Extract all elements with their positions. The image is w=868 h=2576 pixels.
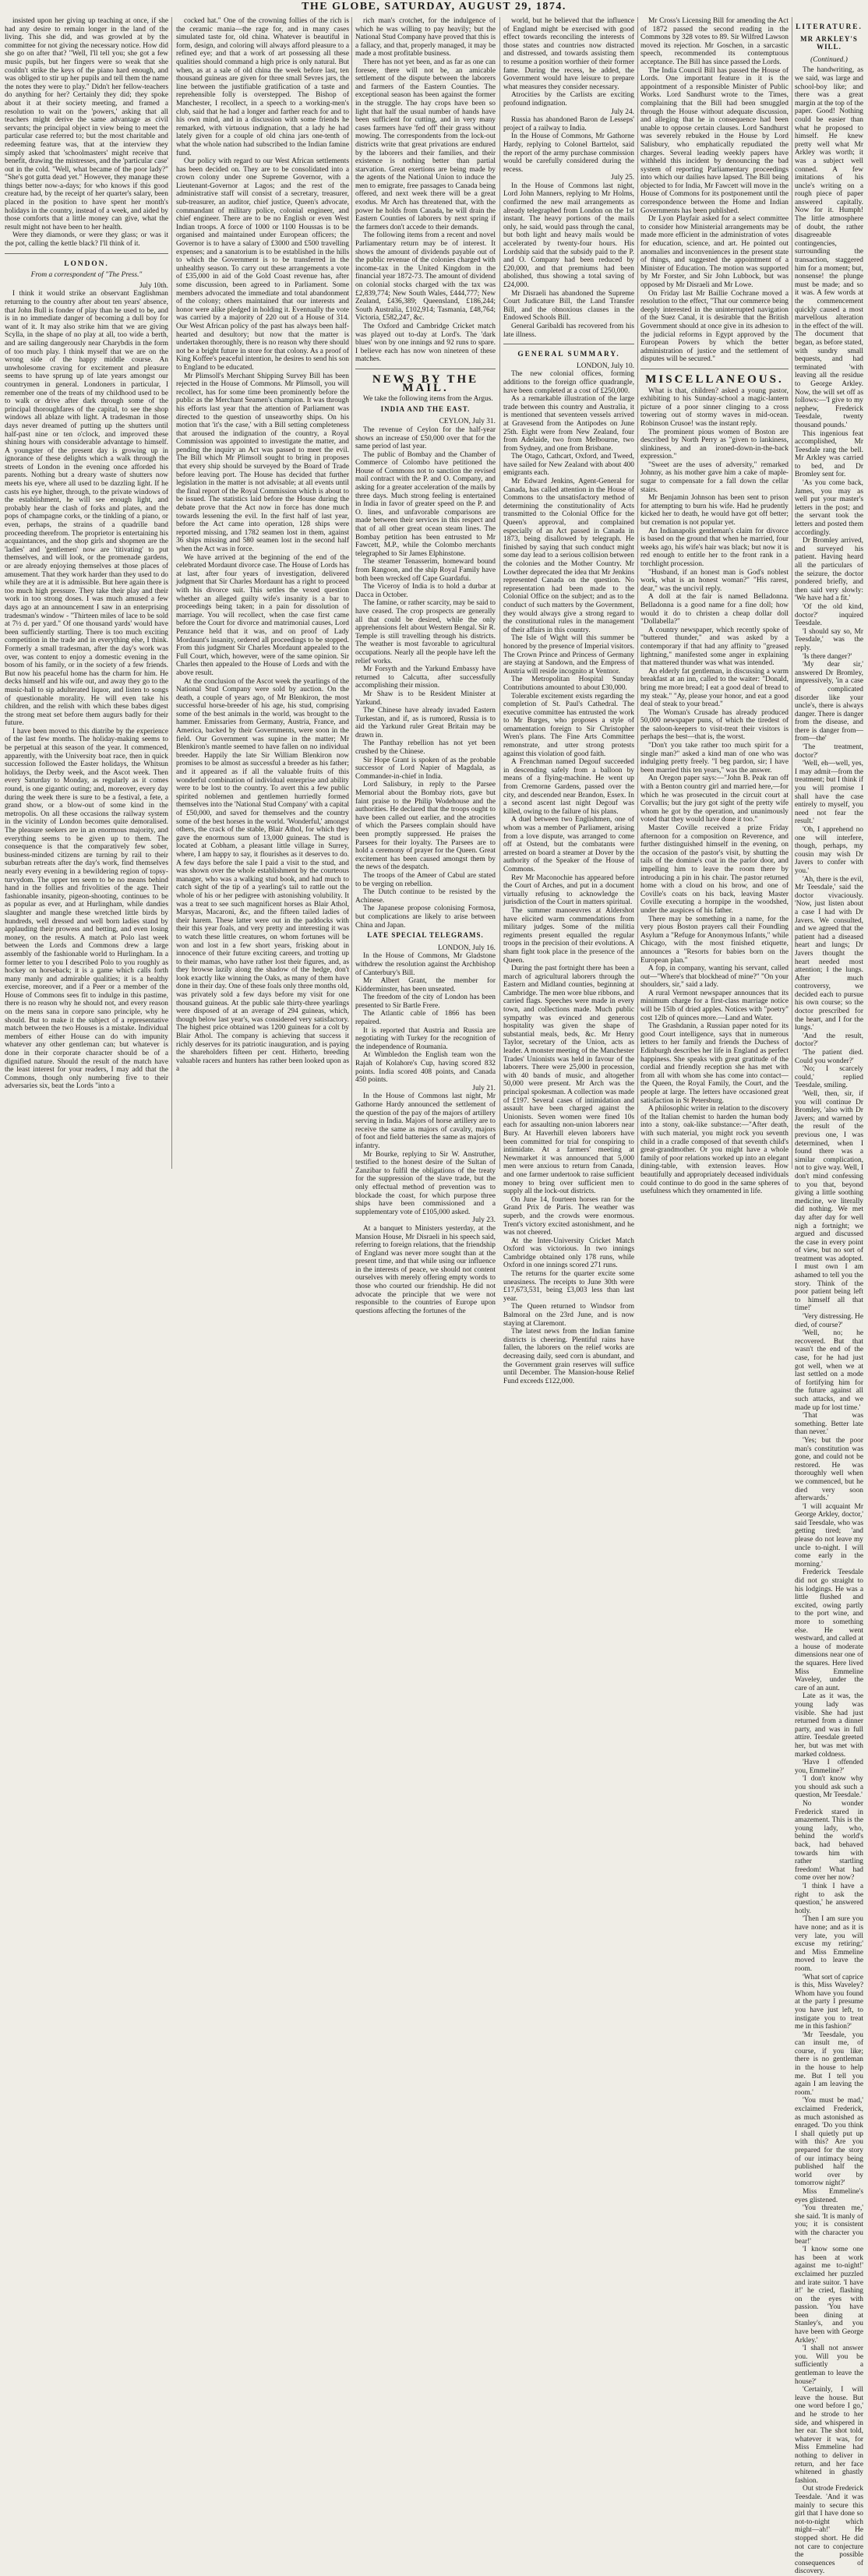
paragraph: 'Then I am sure you have none; and as it is very late, you will excuse my retiring;' and Miss Emmeline moved to leave the room. bbox=[795, 1915, 863, 1973]
paragraph: In the House of Commons last night, Mr Gathorne Hardy announced the settlement of the question of the pay of the majors of artillery serving in India. Majors of horse artillery are to receive the same as majors of cavalry, majors of foot and field batteries the same as majors of infantry. bbox=[355, 1092, 496, 1150]
paragraph: Miss Emmeline's eyes glistened. bbox=[795, 2187, 863, 2204]
paragraph: The following items from a recent and novel Parliamentary return may be of interest. It shows the amount of dividends payable out of the public revenue of the colonies charged with income-tax in the United Kingdom in the financial year 1872-73. The amount of dividend on colonial stocks charged with the tax was £2,839,774; New South Wales, £444,777; New Zealand, £436,389; Queensland, £186,244; South Australia, £102,914; Tasmania, £48,764; Victoria, £582,247, &c. bbox=[355, 231, 496, 323]
paragraph: The public of Bombay and the Chamber of Commerce of Colombo have petitioned the House of Commons not to sanction the revised mail contract with the P. and O. Company, and asking for a greater acceleration of the mails by three days. Much strong feeling is entertained in India in favor of greater speed on the P. and O. lines, and unfavorable comparisons are made between their services in this respect and that of all other great ocean steam lines. The Bombay petition has been entrusted to Mr Fawcett, M.P., while the Colombo merchants telegraphed to Sir James Elphinstone. bbox=[355, 450, 496, 558]
paragraph: Master Coville received a prize Friday afternoon for a composition on Reverence, and further distinguished himself in the evening, on the occasion of the pastor's visit, by shutting the tails of the domine's coat in the parlor door, and impelling him to leave the room there by introducing a pin in his chair. The pastor returned home with a cloud on his brow, and one of Coville's coats on his back, leaving Master Coville executing a hornpipe in the woodshed, under the auspices of his father. bbox=[640, 824, 789, 915]
paragraph: On Friday last Mr Baillie Cochrane moved a resolution to the effect, "That our commerce being deeply interested in the uninterrupted navigation of the Suez Canal, it is desirable that the British Government should at once give in its adhesion to the judicial reforms in Egypt approved by the European Powers by which the better administration of justice and the settlement of disputes will be secured." bbox=[640, 289, 789, 364]
paragraph: 'The patient died. Could you wonder?' bbox=[795, 1049, 863, 1065]
paragraph: "Husband, if an honest man is God's noblest work, what is an honest woman?" "His rarest, dear," was the uncivil reply. bbox=[640, 568, 789, 593]
story-title: MR ARKLEY'S WILL. bbox=[800, 34, 858, 51]
column-1 bbox=[5, 17, 168, 1169]
paragraph: Sir Hope Grant is spoken of as the probable successor of Lord Napier of Magdala, as Commander-in-chief in India. bbox=[355, 756, 496, 781]
paragraph: Out strode Frederick Teesdale. 'And it was mainly to secure this girl that I have done so not-to-night which might—ah!' He stopped short. He did not care to conjecture the possible consequences of discovery. bbox=[795, 2485, 863, 2576]
paragraph: 'I don't know why you should ask such a question, Mr Teesdale.' bbox=[795, 1775, 863, 1800]
paragraph: I think it would strike an observant Englishman returning to the country after about ten years' absence, that John Bull is fonder of play than he used to be, and is in no immediate danger of becoming a dull boy for want of it. It may also strike him that we are giving Scylla, in the shape of no play at all, too wide a berth, and are sailing dangerously near Charybdis in the form of too much play. I think myself that we are on the wrong side of the happy middle course. An unwholesome craving for excitement and pleasure seems to have sprung up of late years amongst our countrymen in general. Londoners in particular, I remember one of the treats of my childhood used to be to walk or drive after dark through some of the principal thoroughfares of the capital, to see the shop windows all ablaze with light. A tradesman in those days never dreamed of putting up the shutters until half-past nine or ten o'clock, and improved these shining hours with considerable advantage to himself. A youngster of the present day is growing up in ignorance of these delights which a walk through the streets of London in the evening once afforded his parents. Nothing but a dreary waste of shutters now meets his eye, where all used to be dazzling light. If he casts his eye higher, through, to the private windows of the establishment, he will see enough light, and probably hear the clash of forks and plates, and the pops of champagne corks, or the tinkling of a piano, or even, perhaps, the strains of a quadrille band proceeding therefrom. The proprietor is entertaining his acquaintances, and the shop girls and shopmen are the 'ladies' and 'gentlemen' now are 'titivating' to put themselves, and will look, or the promenade gardens, or are already enjoying themselves at those places of amusement. That they work harder than they used to do while they are at it is admissible. But here again there is too much high pressure. They take their play and their work in too strong doses. I was much amused a few days ago at an announcement I saw in an enterprising tradesman's window - "Thirteen miles of lace to be sold at 7½ d. per yard." Of one thousand yards' would have been sufficiently startling. There is too much exciting competition in the trade and in everything else, I think. Formerly a small tradesman, after the day's work was over, was content to enjoy a domestic evening in the bosom of his family, or in the society of a few friends. But now his peaceful home has the charm for him. He decks himself and his wife out, and away they go to the music-hall to sip adulterated liquor, and listen to songs of questionable morality. He will even take his children, and the relish with which these babes digest the strong meat set before them augurs badly for their future. bbox=[5, 290, 168, 728]
continued-note: (Continued.) bbox=[810, 55, 848, 64]
section-heading: LITERATURE. bbox=[796, 23, 863, 31]
paragraph: Dr Lyon Playfair asked for a select committee to consider how Ministerial arrangements may be made more efficient in the administration of votes for education, science, and art. He pointed out anomalies and inconveniences in the present state of things, and suggested the appointment of a Minister of Education. The motion was supported by Mr Forster, and Sir John Lubbock, but was opposed by Mr Disraeli and Mr Lowe. bbox=[640, 215, 789, 289]
paragraph: 'Mr Teesdale, you can insult me, of course, if you like; there is no gentleman in the house to help me. But I tell you again I am leaving the room.' bbox=[795, 2031, 863, 2097]
paragraph: Dr Bromley arrived, and surveyed his patient. Having heard all the particulars of the seizure, the doctor pondered briefly, and then said very slowly: 'We have had a fit.' bbox=[795, 537, 863, 603]
paragraph: I have been moved to this diatribe by the experience of the last few months. The holiday-making seems to be perpetual at this season of the year. It commenced, apparently, with the University boat race, then in quick succession followed the Easter holidays, the Whitsun holidays, the Derby week, and the Ascot week. Then every Saturday to Monday, as regularly as it comes round, is one gigantic outing; and, moreover, every day during the week there is sure to be a festival, a fete, a grand show, or a blow-out of some kind in the metropolis. On all these occasions the railway system in the vicinity of London becomes quite demoralised. The pleasure seekers are in an enormous majority, and everything seems to be given up to them. The consequence is that the comparatively few sober, business-minded citizens are turning by rail to their suburban retreats after the day's work, find themselves nearly every evening in a bewildering region of topsy-turvydom. The upper ten seem to be no means behind hand in the follies and frivolities of the age. Their fashionable insanity, pigeon-shooting, continues to be as popular as ever, and at Hurlingham, while dandies slaughter and mangle these wretched little birds by hundreds, well dressed and well born ladies stand by applauding their prowess and betting, and even losing money, on the results. A match at Polo last week between the Lords and Commons drew a large assembly of the fashionable world to Hurlingham. In a former letter to you I described Polo to you roughly as hockey on horseback; it is a game which calls forth many manly and admirable qualities; it is a healthy exercise, moreover, and if a Peer or a member of the House of Commons sees fit to indulge in this pastime, there is no reason why he should not, and every reason on the mens sana in corpore sano principle, why he should. But to make it the subject of a representative match between the two Houses is a mistake. Individual members of either House can do with impunity whatever any other gentleman can; but whatever is done in their corporate character should be of a dignified nature. Should the result of the match have the least interest for your readers, I may add that the Commons, though only numbering five to their adversaries six, beat the Lords "into a bbox=[5, 727, 168, 1091]
dateline: CEYLON, July 31. bbox=[439, 418, 496, 426]
paragraph: Mr Edward Jenkins, Agent-General for Canada, has called attention in the House of Commons to the unsatisfactory method of determining the constitutionality of Acts transmitted to the Colonial Office for the Queen's approval, and complained especially of an Act passed in Canada in 1873, being disallowed by telegraph. He finished by saying that such conduct might some day lead to a serious collision between the colonies and the Mother Country. Mr Lowther deprecated the idea that Mr Jenkins represented Canada on the question. No representation had been made to the Colonial Office on the subject; and as to the conduct of such matters by the Government, they would always give a strong regard to the constitutional rules in the management of their affairs in this country. bbox=[503, 478, 634, 634]
paragraph: The freedom of the city of London has been presented to Sir Bartle Frere. bbox=[355, 993, 496, 1010]
paragraph: The Woman's Crusade has already produced 50,000 newspaper puns, of which the tiredest of the saloon-keepers to visit-treat their visitors is perhaps the best—that is, the worst. bbox=[640, 708, 789, 742]
paragraph: The India Council Bill has passed the House of Lords. One important feature in it is the appointment of a responsible Minister of Public Works. Lord Sandhurst wrote to the Times, complaining that the Bill had been smuggled through the House without adequate discussion, and alleging that he in consequence had been unable to oppose certain clauses. Lord Sandhurst was severely rebuked in the House by Lord Salisbury, who emphatically repudiated the charges. Several leading weekly papers have withheld this incident by denouncing the bad system of reporting Parliamentary proceedings into which our dailies have lapsed. The Bill being objected to for India, Mr Fawcett will move in the House of Commons for its postponement until the correspondence between the Home and Indian Governments has been published. bbox=[640, 66, 789, 215]
paragraph: The handwriting, as we said, was large and school-boy like; and there was a great margin at the top of the paper. Good! Nothing could be easier than what he proposed to himself. He knew pretty well what Mr Arkley was worth; it was a subject well conned. A few imitations of his uncle's writing on a rough piece of paper answered capitally. Now for it. Humph! The little atmosphere of doubt, the rather disagreeable contingencies, surrounding the transaction, staggered him for a moment; but, nonsense! the plunge must be made; and so it was. A few words at the commencement quickly caused a most marvellous alteration in the effect of the will. The document that began, as before stated, with sundry small bequests, and had terminated 'with leaving all the residue to George Arkley. Now, the will set off as follows:—'I give to my nephew, Frederick Teesdale, twenty thousand pounds.' bbox=[795, 66, 863, 429]
paragraph: This ingenious feat accomplished, Mr Teesdale rang the bell. Mr Arkley was carried to bed, and Dr Bromley sent for. bbox=[795, 429, 863, 479]
paragraph: An Oregon paper says:—"John B. Peak ran off with a Benton country girl and married here,—for which he was prosecuted in the circuit court at Corvallis; but the jury got sight of the pretty wife whom he got by the operation, and unanimously voted that they would have done it too." bbox=[640, 775, 789, 824]
paragraph: 'You threaten me,' she said. 'It is manly of you; it is consistent with the character you bear!' bbox=[795, 2204, 863, 2246]
paragraph: At the conclusion of the Ascot week the yearlings of the National Stud Company were sold by auction. On the death, a couple of years ago, of Mr Blenkiron, the most successful horse-breeder of his age, his stud, comprising some of the best animals in the world, was brought to the hammer. Emissaries from Germany, Austria, France, and America, backed by their Governments, were soon in the field. Our Government was supine in the matter; Mr Blenkiron's mantle seemed to have fallen on no individual breeder. Happily the late Sir William Blenkiron now promises to be almost as successful a breeder as his father; and it appeared as if all the valuable fruits of this wonderful combination of individual enterprise and ability were to be lost to the country. To avert this a few public spirited noblemen and gentlemen hurriedly formed themselves into the 'National Stud Company' with a capital of £50,000, and saved for themselves and the country some of the best horses in the world. 'Wonderful,' amongst others, the crack of the stable, Blair Athol, for which they gave the enormous sum of 13,000 guineas. The stud is located at Cobham, a pleasant little village in Surrey, where, I am happy to say, it flourishes as it deserves to do. A few days before the sale I paid a visit to the stud, and was shown over the whole establishment by the courteous manager, who was a walking stud book, and had much to catch sight of the tip of a yearling's tail to rattle out the whole of his or her pedigree with astonishing volubility. It was a treat to see such magnificent horses as Blair Athol, Marsyas, Macaroni, &c, and the fifteen tailed ladies of their harem. These latter were out in the paddocks with their this year foals, and very pretty and interesting it was to watch these little creatures, on whom fortunes will be won and lost in a few short years, frisking about in innocence of their future exciting careers, and trotting up to their mamas, who have rather lost their figures, and, as they browse lazily along the shadow of the hedge, don't look exactly like winning the Oaks, as many of them have done in their day. One of these foals only three months old, was privately sold a few days before my visit for one thousand guineas. At the public sale thirty-three yearlings were disposed of at an average of 294 guineas, which, though below last year's, was considered very satisfactory. The highest price obtained was 1200 guineas for a colt by Blair Athol. The company is achieving that success it richly deserves for its patriotic inauguration, and is paying the shareholders fifteen per cent. Hitherto, breeding valuable racers and hunters has rather been looked upon as a bbox=[176, 677, 349, 1074]
paragraph: cocked hat." One of the crowning follies of the rich is the ceramic mania—the rage for, and in many cases simulated taste for, old china. Whatever is beautiful in form, design, and coloring will always afford pleasure to a refined eye; and that a work of art possessing all these qualities should command a high price is only natural. But when, as at a sale of old china the week before last, ten thousand guineas are given for three small Sevres jars, the line between the justifiable gratification of a taste and reprehensible folly is overstepped. The Bishop of Manchester, I recollect, in a speech to a working-men's club, said that he had a longer and farther reach for and to his own mind, and in a discussion with some friends he remarked, with virtuous indignation, that a lady he had lately given for a couple of old china jars one-tenth of what the whole nation had subscribed to the Indian famine fund. bbox=[176, 17, 349, 157]
paragraph: At Wimbledon the English team won the Rajah of Kolahore's Cup, having scored 832 points. India scored 408 points, and Canada 450 points. bbox=[355, 1051, 496, 1085]
column-rule bbox=[351, 17, 352, 1169]
paragraph: 'Ah, there is the evil, Mr Teesdale,' said the doctor vivaciously. 'Now, just listen about a case I had with Dr Javers. We consulted, and we agreed that the patient had a diseased heart and lungs; Dr Javers thought the heart needed most attention; I the lungs. After much controversy, we decided each to pursue his own course; so the doctor prescribed for the heart, and I for the lungs.' bbox=[795, 875, 863, 1032]
dateline: July 23. bbox=[472, 1216, 496, 1225]
paragraph: The Japanese propose colonising Formosa, but complications are likely to arise between China and Japan. bbox=[355, 905, 496, 930]
paragraph: Were they diamonds, or were they glass; or was it the pot, calling the kettle black? I'll think of it. bbox=[5, 231, 168, 249]
paragraph: 'I will acquaint Mr George Arkley, doctor,' said Teesdale, who was getting tired; 'and please do not leave my uncle to-night. I will come early in the morning.' bbox=[795, 1502, 863, 1569]
dateline: July 10th. bbox=[139, 281, 168, 290]
byline: From a correspondent of "The Press." bbox=[30, 271, 143, 280]
dateline: July 21. bbox=[472, 1084, 496, 1092]
paragraph: Our policy with regard to our West African settlements has been decided on. They are to be consolidated into a crown colony under one Supreme Governor, with a Lieutenant-Governor at Lagos; and the rest of the administrative staff will consist of a secretary, treasurer, sub-treasurer, an auditor, chief justice, Queen's advocate, commandant of military police, colonial engineer, and chief engineer. There are to be no English or even West Indian troops. A force of 1000 or 1100 Houssas is to be organised and maintained under European officers; the Governor is to have a salary of £3000 and £500 travelling expenses; and a sanatorium is to be established in the hills to which the Government is to be transferred in the unhealthy season. To carry out these arrangements a vote of £35,000 in aid of the Gold Coast revenue has, after some discussion, been agreed to in Parliament. Some members advocated the immediate and total abandonment of the colony; others maintained that our interests and honor were alike pledged in holding it. Eventually the vote was carried by a majority of 220 out of a House of 314. Our West African policy of the past has always been half-hearted and desultory; but now that the matter is undertaken thoroughly, there is no reason why there should not be a bright future in store for that colony. As a proof of King Koffee's peaceful intention, he desires to send his son to England to be educated. bbox=[176, 157, 349, 372]
paragraph: The Chinese have already invaded Eastern Turkestan, and if, as is rumored, Russia is to aid the Yarkund ruler Great Britain may be drawn in. bbox=[355, 707, 496, 739]
paragraph: 'I think I have a right to ask the question,' he answered hotly. bbox=[795, 1883, 863, 1915]
paragraph: Tolerable excitement exists regarding the completion of St. Paul's Cathedral. The executive committee has entrusted the work to Mr Burges, who proposes a style of ornamentation foreign to Sir Christopher Wren's plans. The Fine Arts Committee remonstrate, and utter strong protests against this violation of good faith. bbox=[503, 692, 634, 758]
paragraph: The Viceroy of India is to hold a durbar at Dacca in October. bbox=[355, 583, 496, 599]
paragraph: 'My dear sir,' answered Dr Bromley, impressively, 'in a case of complicated disorder like your uncle's, there is always danger. There is danger from the disease, and there is danger from—from—the' bbox=[795, 661, 863, 743]
masthead: THE GLOBE, SATURDAY, AUGUST 29, 1874. bbox=[302, 1, 566, 12]
paragraph: An elderly fat gentleman, in discussing a warm breakfast at an inn, called to the waiter: "Donald, bring me more bread; I eat a good deal of bread to my steak." "Ay, please your honor, and eat a good deal of steak to your bread." bbox=[640, 667, 789, 709]
paragraph: The latest news from the Indian famine districts is cheering. Plentiful rains have fallen, the laborers on the relief works are decreasing daily, seed corn is abundant, and the Government grain reserves will suffice until December. The Mansion-house Relief Fund exceeds £122,000. bbox=[503, 1328, 634, 1385]
paragraph: 'Of the old kind, doctor?' inquired Teesdale. bbox=[795, 602, 863, 628]
paragraph: We have arrived at the beginning of the end of the celebrated Mordaunt divorce case. The House of Lords has at last, after four years of investigation, delivered judgment that Sir Charles Mordaunt has a right to proceed with his divorce suit. This settles the vexed question whether an alleged guilty wife's insanity is a bar to proceedings being taken; in a pain for dissolution of marriage. You will recollect, when the case first came before the Court for divorce and matrimonial causes, Lord Penzance held that it was, and on proof of Lady Mordaunt's insanity, ordered all proceedings to be stopped. From this judgment Sir Charles Mordaunt appealed to the Full Court, which, however, were of the same opinion. Sir Charles then appealed to the House of Lords and with the above result. bbox=[176, 553, 349, 677]
section-heading: LONDON. bbox=[64, 259, 109, 268]
paragraph: The Isle of Wight will this summer be honored by the presence of Imperial visitors. The Crown Prince and Princess of Germany are staying at Sandown, and the Empress of Austria will reside incognito at Ventnor. bbox=[503, 634, 634, 676]
paragraph: Frederick Teesdale did not go straight to his lodgings. He was a little flushed and excited, owing partly to the port wine, and more to something else. He went westward, and called at a house of moderate dimensions near one of the squares. Here lived Miss Emmeline Waveley, under the care of an aunt. bbox=[795, 1569, 863, 1692]
paragraph: The Metropolitan Hospital Sunday Contributions amounted to about £30,000. bbox=[503, 676, 634, 692]
paragraph: The Atlantic cable of 1866 has been repaired. bbox=[355, 1010, 496, 1027]
paragraph: 'What sort of caprice is this, Miss Waveley? Whom have you found at the party I presume you have just left, to instigate you to treat me in this fashion?' bbox=[795, 1973, 863, 2031]
column-rule bbox=[499, 17, 500, 1169]
divider bbox=[5, 253, 168, 254]
paragraph: 'Well, then, sir, if you will continue Dr Bromley, 'also with Dr Javers; and warned by the result of the previous one, I was determined, when I found there was a similar complication, not to give way. Well, I don't mind confessing to you that, beyond giving a little soothing medicine, we literally did nothing. We met day after day for well nigh a fortnight; we argued and discussed the case in every point of view, but no sort of treatment was adopted. I must own I am ashamed to tell you the story. Think of the poor patient being left to himself all that time!' bbox=[795, 1090, 863, 1313]
paragraph: Russia has abandoned Baron de Lesseps' project of a railway to India. bbox=[503, 116, 634, 132]
paragraph: 'You must be mad,' exclaimed Frederick, as much astonished as enraged. 'Do you think I shall quietly put up with this? Are you prepared for the story of our intimacy being published half the world over by tomorrow night?' bbox=[795, 2097, 863, 2188]
paragraph: An Indianapolis gentleman's claim for divorce is based on the ground that when he married, four weeks ago, his wife's hair was black; but now it is red enough to entitle her to the front rank in a torchlight procession. bbox=[640, 527, 789, 568]
paragraph: The revenue of Ceylon for the half-year shows an increase of £50,000 over that for the same period of last year. bbox=[355, 425, 496, 451]
section-heading: NEWS BY THE MAIL. bbox=[372, 372, 479, 394]
paragraph: The steamer Tenasserim, homeward bound from Rangoon, and the ship Royal Family have both been wrecked off Cape Guardafui. bbox=[355, 558, 496, 583]
paragraph: In the House of Commons, Mr Gladstone withdrew the resolution against the Archbishop of Canterbury's Bill. bbox=[355, 952, 496, 977]
paragraph: 'No; I scarcely could,' replied Teesdale, smiling. bbox=[795, 1065, 863, 1090]
paragraph: world, but he believed that the influence of England might be exercised with good effect towards reconciling the interests of those states and countries now distracted and distressed, and towards assisting them to resume a position worthier of their former fame. During the recess, he added, the Government would have leisure to prepare what measures they consider necessary. bbox=[503, 17, 634, 91]
paragraph: There has not yet been, and as far as one can foresee, there will not be, an amicable settlement of the dispute between the laborers and farmers of the Eastern Counties. The exceptional season has been against the former in the struggle. The hay crops have been so light that half the usual number of hands have been sufficient for cutting, and in very many cases farmers have 'fed off' their grass without mowing. The correspondents from the lock-out districts write that great privations are endured by the laborers and their families, and their existence is nothing better than partial starvation. Great exertions are being made by the agents of the National Union to induce the men to emigrate, free passages to Canada being offered, and next week there will be a great exodus. Mr Arch has threatened that, with the power he holds from Canada, he will drain the Eastern Counties of laborers by next spring if the farmers don't accede to their demands. bbox=[355, 58, 496, 231]
paragraph: Mr Shaw is to be Resident Minister at Yarkund. bbox=[355, 690, 496, 707]
paragraph: 'Well, no; he recovered. But that wasn't the end of the case, for he had just got well, when we at last settled on a mode of fortifying him for the future against all such attacks, and we made up for lost time.' bbox=[795, 1329, 863, 1412]
dateline: July 24. bbox=[611, 108, 634, 116]
paragraph: A rural Vermont newspaper announces that its minimum charge for a first-class marriage notice will be 15lb of dried apples. Notices with "poetry" cost 12lb of quinces more.—Land and Water. bbox=[640, 989, 789, 1022]
paragraph: 'Yes; but the poor man's constitution was gone, and could not be restored. He was thoroughly well when we commenced, but he died very soon afterwards.' bbox=[795, 1436, 863, 1503]
paragraph: Mr Albert Grant, the member for Kidderminster, has been unseated. bbox=[355, 977, 496, 993]
paragraph: There may be something in a name, for the very pious Boston prayers call their Foundling Asylum a "Refuge for Anonymous Infants," while Chicago, with the most finished etiquette, announces a "Resorts for babies born on the European plan." bbox=[640, 915, 789, 965]
paragraph: 'Certainly, I will leave the house. But one word before I go,' and he strode to her side, and whispered in her ear. The shot told, whatever it was, for Miss Emmeline had nothing to deliver in return, and her face whitened in ghastly fashion. bbox=[795, 2386, 863, 2485]
paragraph: Mr Plimsoll's Merchant Shipping Survey Bill has been rejected in the House of Commons. Mr Plimsoll, you will recollect, has for some time been prominently before the public as the Merchant Seamen's champion. It was through his efforts last year that the attention of Parliament was directed to the question of unseaworthy ships. On his motion that 'it's the case,' with a Bill setting completeness that aroused the indignation of the country, a Royal Commission was appointed to investigate the matter, and pending the inquiry an Act was passed to meet the evil. The Bill which Mr Plimsoll sought to bring in proposes that every ship should be surveyed by the Board of Trade before leaving port. The House has decided that further legislation in the matter is not advisable; at all events until the final report of the Royal Commission which is about to be issued. The statistics laid before the House during the debate prove that the Act now in force has done much towards lessening the evil. In the first half of last year, before the Act came into operation, 128 ships were reported missing, and 1782 seamen lost in them, against 36 ships missing and 580 seamen lost in the second half when the Act was in force. bbox=[176, 372, 349, 553]
dateline: LONDON, July 16. bbox=[438, 944, 496, 952]
paragraph: 'And the result, doctor?' bbox=[795, 1032, 863, 1049]
paragraph: The Grashdanin, a Russian paper noted for its good Court intelligence, says that in numerous letters to her family and friends the Duchess of Edinburgh describes her life in England as perfect happiness. She speaks with great gratitude of the cordial and friendly reception she has met with from all with whom she has come into contact—the Queen, the Royal Family, the Court, and the people at large. The letters have occasioned great satisfaction in St Petersburg. bbox=[640, 1022, 789, 1105]
paragraph: In the House of Commons last night, Lord John Manners, replying to Mr Holms, confirmed the new mail arrangements as already telegraphed from London on the 1st instant. The heavy portions of the mails only, he said, would pass through the canal, but both light and heavy mails would be accelerated by twenty-four hours. His Lordship said that the subsidy paid to the P. and O. Company had been reduced by £20,000, and that premiums had been abolished, thus showing a total saving of £24,000. bbox=[503, 182, 634, 289]
column-rule bbox=[637, 17, 638, 1169]
paragraph: What is that, children? asked a young pastor, exhibiting to his Sunday-school a magic-lantern picture of a poor sinner clinging to a cross towering out of stormy waves in mid-ocean. Robinson Crusoe! was the instant reply. bbox=[640, 386, 789, 428]
column-rule bbox=[171, 17, 172, 1169]
paragraph: The Panthay rebellion has not yet been crushed by the Chinese. bbox=[355, 739, 496, 757]
paragraph: 'Very distressing. He died, of course?' bbox=[795, 1313, 863, 1329]
column-3 bbox=[355, 17, 496, 1315]
paragraph: A philosophic writer in relation to the discovery of the Italian chemist to harden the human body into a stony, oak-like substance:—"After death, with such material, you might rock you seventh child in a cradle composed of that seventh child's great-grandmother. Or you might have a whole family of poor relations worked up into an elegant dining-table, with extension leaves. How beautifully and appropriately deceased individuals could continue to do good in the same spheres of usefulness which they ornamented in life. bbox=[640, 1105, 789, 1196]
paragraph: Lord Salisbury, in reply to the Parsee Memorial about the Bombay riots, gave but faint praise to the Philip Wodehouse and the authorities. He declared that the troops ought to have been called out earlier, and the atrocities of which the Parsees complain should have been promptly suppressed. He praises the Parsees for their loyalty. The Parsees are to hold a ceremony of prayer for the Queen. Great excitement has been caused amongst them by the news of the despatch. bbox=[355, 781, 496, 872]
paragraph: 'Is there danger?' bbox=[803, 652, 852, 661]
sub-heading: LATE SPECIAL TELEGRAMS. bbox=[367, 931, 484, 940]
paragraph: The Oxford and Cambridge Cricket match was played out to-day at Lord's. The 'dark blues' won by one innings and 92 runs to spare. I believe each has now won nineteen of these matches. bbox=[355, 322, 496, 364]
paragraph: 'As you come back, James, you may as well put your master's letters in the post; and the servant took the letters and posted them accordingly. bbox=[795, 479, 863, 537]
column-6 bbox=[795, 17, 863, 2576]
paragraph: A Frenchman named Degouf succeeded in descending safely from a balloon by means of a flying-machine. He went up from Cremorne Gardens, passed over the city, and descended near Brandon, Essex. In a second ascent last night Degouf was killed, owing to the failure of his plans. bbox=[503, 758, 634, 816]
paragraph: The troops of the Ameer of Cabul are stated to be verging on rebellion. bbox=[355, 871, 496, 888]
column-5 bbox=[640, 17, 789, 1196]
paragraph: Mr Cross's Licensing Bill for amending the Act of 1872 passed the second reading in the Commons by 328 votes to 89. Sir Wilfred Lawson moved its rejection. Mr Goschen, in a sarcastic speech, recommended its contemptuous acceptance. The Bill has since passed the Lords. bbox=[640, 17, 789, 66]
paragraph: Mr Benjamin Johnson has been sent to prison for attempting to burn his wife. Had he prudently kicked her to death, he would have got off better; but cremation is not popular yet. bbox=[640, 494, 789, 528]
paragraph: The summer manoeuvres at Aldershot have elicited warm commendations from military judges. Some of the militia regiments present equalled the regular troops in the precision of their evolutions. A sham fight took place in the presence of the Queen. bbox=[503, 906, 634, 965]
paragraph: 'Oh, I apprehend no one will interfere, though, perhaps, my cousin may wish Dr Javers to confer with you.' bbox=[795, 826, 863, 875]
paragraph: No wonder Frederick stared in amazement. This is the young lady, who, behind the world's back, had behaved towards him with rather startling freedom! What had come over her now? bbox=[795, 1800, 863, 1883]
paragraph: The prominent pious women of Boston are described by North Perry as "given to lankiness, slinkiness, and an ironed-down-in-the-back expression." bbox=[640, 428, 789, 461]
paragraph: A duel between two Englishmen, one of whom was a member of Parliament, arising from a love dispute, was arranged to come off at Ostend, but the combatants were arrested on board a steamer at Dover by the authority of the Speaker of the House of Commons. bbox=[503, 816, 634, 873]
paragraph: insisted upon her giving up teaching at once, if she had any desire to remain longer in the land of the living. This she did, and was growled at by the committee for not giving the necessary notice. How did she go on after that? "Well, I'll tell you; she got a few music pupils, but her fingers were so weak that she couldn't strike the keys of the piano hard enough, and was obliged to stir up her pupils and tell them the name the notes they were to play." Didn't her fellow-teachers do anything for her? Certainly they did; they spoke about it at their society meeting, and framed a resolution to wait on the 'powers,' asking that all teachers might derive the same advantage as civil servants; the principal object in view being to meet the particular case referred to; but the most charitable and redeeming feature was, that at the interview they simply asked that 'schoolmasters' might receive that benefit, drawing the mistresses, and the 'particular case' out in the cold. "Well, what became of the poor lady?" "She's got gutta dead yet." However, they manage these things better now-a-days; for who knows if this good creature had, by the receipt of her quarter's salary, been placed in the position to have spent her month's holidays in the country, instead of a week, and aided by those comforts that a little money can give, what the result might not have been to her health. bbox=[5, 17, 168, 231]
paragraph: On June 14, fourteen horses ran for the Grand Prix de Paris. The weather was superb, and the crowds were enormous. Trent's victory excited astonishment, and he was not cheered. bbox=[503, 1195, 634, 1237]
dateline: July 25. bbox=[611, 174, 634, 182]
paragraph: rich man's crotchet, for the indulgence of which he was willing to pay heavily; but the National Stud Company have proved that this is a fallacy, and that, properly managed, it may be made a most profitable business. bbox=[355, 17, 496, 58]
paragraph: Late as it was, the young lady was visible. She had just returned from a dinner party, and was in full attire. Teesdale greeted her, but was met with marked coldness. bbox=[795, 1692, 863, 1759]
paragraph: A country newspaper, which recently spoke of "buttered thunder," and was asked by a contemporary if that had any affinity to "greased lightning," manifested some anger in explaining that mattered thunder was what was intended. bbox=[640, 626, 789, 668]
paragraph: The famine, or rather scarcity, may be said to have ceased. The crop prospects are generally all that could be desired, while the only apprehensions felt about Western Bengal. Sir R. Temple is still travelling through his districts. The weather is most favorable to agricultural occupations. Nearly all the people have left the relief works. bbox=[355, 599, 496, 665]
paragraph: 'That was something. Better late than never.' bbox=[795, 1412, 863, 1437]
paragraph: 'I shall not answer you. Will you be sufficiently a gentleman to leave the house?' bbox=[795, 2345, 863, 2386]
paragraph: At a banquet to Ministers yesterday, at the Mansion House, Mr Disraeli in his speech said, referring to foreign relations, that the friendship of England was never more sought than at the present time, and that while using our influence in the interests of peace, we should not content ourselves with merely offering empty words to those who courted our friendship. He did not advocate the principle that we were not responsible to the countries of Europe upon questions affecting the fortunes of the bbox=[355, 1224, 496, 1315]
paragraph: During the past fortnight there has been a march of agricultural laborers through the Eastern and Midland counties, beginning at Cambridge. The men wore blue ribbons, and carried flags. Speeches were made in every town, and collections made. Much public sympathy was evinced and generous hospitality was given the shape of substantial meals, beds, &c. Mr Henry Taylor, secretary of the Union, acts as leader. A monster meeting of the Manchester Trades' Unionists was held in favour of the laborers. There were 25,000 in procession, with 40 bands of music, and altogether 50,000 were present. Mr Arch was the principal spokesman. A collection was made of £197. Several cases of intimidation and assault have been charged against the Unionists. Seven women were fined 10s each for assaulting non-union laborers near Bury. At Haverhill eleven laborers have been committed for trial for conspiring to intimidate. At a farmers' meeting at Newmarket it was announced that 5,000 men were anxious to return from Canada, and one farmer undertook to raise sufficient money to bring over sufficient men to supply all the lock-out districts. bbox=[503, 965, 634, 1196]
paragraph: "Don't you take rather too much spirit for a single man?" asked a kind man of one who was indulging pretty freely. "I beg pardon, sir; I have been married this ten years," was the answer. bbox=[640, 742, 789, 775]
paragraph: The Queen returned to Windsor from Balmoral on the 23rd June, and is now staying at Claremont. bbox=[503, 1303, 634, 1328]
paragraph: 'Well, eh—well, yes, I may admit—from the treatment; but I think if you will promise I shall have the case entirely to myself, you need not fear the result.' bbox=[795, 760, 863, 826]
paragraph: 'Have I offended you, Emmeline?' bbox=[795, 1759, 863, 1775]
paragraph: 'I should say so, Mr Teesdale,' was the reply. bbox=[795, 627, 863, 652]
paragraph: As a remarkable illustration of the large trade between this country and Australia, it is mentioned that seventeen vessels arrived at Gravesend from the Antipodes on June 25th. Eight were from New Zealand, four from Adelaide, two from Melbourne, two from Sydney, and one from Brisbane. bbox=[503, 395, 634, 453]
paragraph: 'The treatment, doctor?' bbox=[795, 743, 863, 760]
column-2 bbox=[176, 17, 349, 1169]
paragraph: A doll at the fair is named Belladonna. Belladonna is a good name for a fine doll; how would it do to christen a cheap dollar doll "Dollabella?" bbox=[640, 593, 789, 626]
paragraph: "Sweet are the uses of adversity," remarked Johnny, as his mother gave him a cake of maple-sugar to compensate for a fall down the cellar stairs. bbox=[640, 461, 789, 494]
paragraph: Mr Bourke, replying to Sir W. Anstruther, testified to the honest desire of the Sultan of Zanzibar to fulfil the obligations of the treaty for the suppression of the slave trade, but the only effectual method of prevention was to blockade the coast, for which purpose three ships have been commissioned and a supplementary vote of £105,000 asked. bbox=[355, 1150, 496, 1216]
paragraph: A fop, in company, wanting his servant, called out—"Where's that blockhead of mine?" "On your shoulders, sir," said a lady. bbox=[640, 965, 789, 990]
paragraph: At the Inter-University Cricket Match Oxford was victorious. In two innings Cambridge obtained only 178 runs, while Oxford in one innings scored 271 runs. bbox=[503, 1237, 634, 1270]
paragraph: Mr Forsyth and the Yarkund Embassy have returned to Calcutta, after successfully accomplishing their mission. bbox=[355, 665, 496, 690]
paragraph: The Dutch continue to be resisted by the Achinese. bbox=[355, 888, 496, 905]
paragraph: Rev Mr Maconochie has appeared before the Court of Arches, and put in a document virtually refusing to acknowledge the jurisdiction of the Court in matters spiritual. bbox=[503, 873, 634, 907]
paragraph: We take the following items from the Argus. bbox=[363, 395, 493, 404]
section-heading: MISCELLANEOUS. bbox=[645, 372, 784, 386]
paragraph: General Garibaldi has recovered from his late illness. bbox=[503, 322, 634, 339]
paragraph: Atrocities by the Carlists are exciting profound indignation. bbox=[503, 91, 634, 108]
sub-heading: INDIA AND THE EAST. bbox=[380, 404, 471, 413]
paragraph: It is reported that Austria and Russia are negotiating with Turkey for the recognition of the independence of Roumania. bbox=[355, 1026, 496, 1051]
dateline: LONDON, July 10. bbox=[577, 362, 634, 370]
paragraph: 'I know some one has been at work against me to-night!' exclaimed her puzzled and irate suitor. 'I have it!' he cried, flashing on the eyes with passion. 'You have been dining at Stanley's, and you have been with George Arkley.' bbox=[795, 2246, 863, 2345]
column-4 bbox=[503, 17, 634, 1385]
paragraph: Mr Disraeli has abandoned the Supreme Court Judicature Bill, the Land Transfer Bill, and the obnoxious clauses in the Endowed Schools Bill. bbox=[503, 289, 634, 323]
section-heading: GENERAL SUMMARY. bbox=[517, 351, 620, 359]
paragraph: The new colonial offices, forming additions to the foreign office quadrangle, have been completed at a cost of £250,000. bbox=[503, 370, 634, 395]
paragraph: In the House of Commons, Mr Gathorne Hardy, replying to Colonel Barttelot, said the report of the army purchase commission would be carefully considered during the recess. bbox=[503, 132, 634, 174]
paragraph: The returns for the quarter excite some uneasiness. The receipts to June 30th were £17,673,531, being £3,003 less than last year. bbox=[503, 1270, 634, 1303]
paragraph: The Otago, Cathcart, Oxford, and Tweed, have sailed for New Zealand with about 400 emigrants each. bbox=[503, 453, 634, 478]
